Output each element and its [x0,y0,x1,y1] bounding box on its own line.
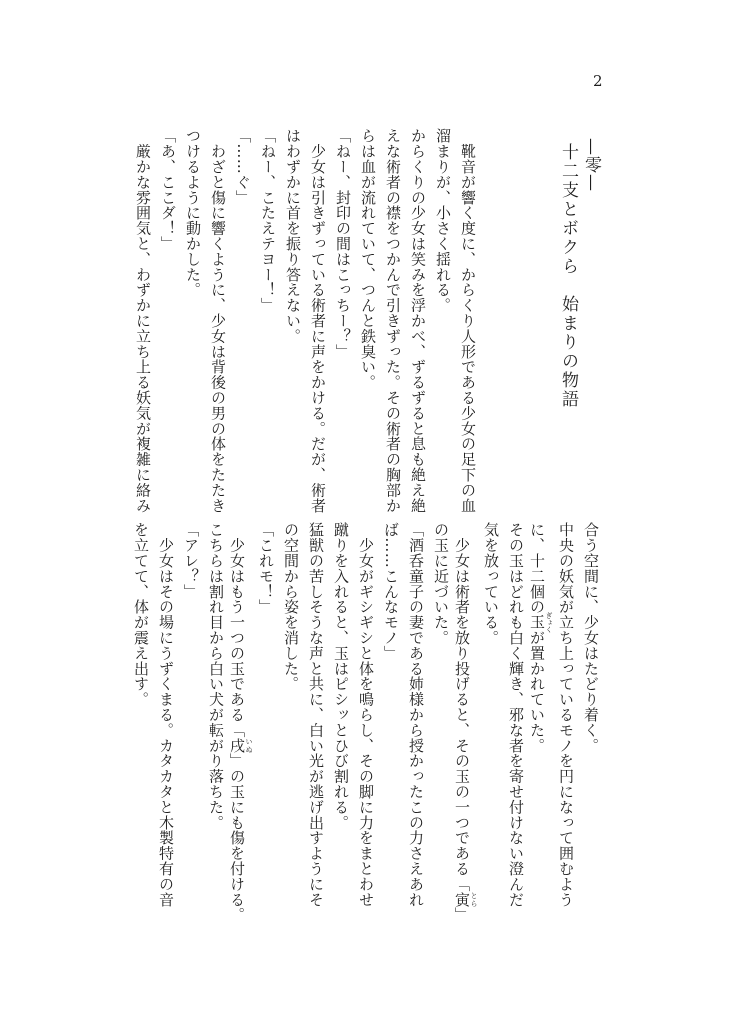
ruby-reading: ぎょく [545,611,553,633]
text-line [155,128,180,251]
ruby-base: 玉 [528,611,546,633]
text-line [378,522,403,661]
text-segment: 少女がギシギシと体を鳴らし、その脚に力をまとわせ [357,522,375,907]
text-line [153,522,178,907]
ruby-word [228,737,253,754]
text-segment: 溜まりが、小さく揺れる。 [434,128,452,313]
text-segment: 「あ、ここダ！」 [159,128,177,252]
chapter-label: —零— [581,138,601,192]
text-line [380,128,405,513]
text-segment: を立てて、体が震え出す。 [132,522,150,707]
text-segment: 合う空間に、少女はたどり着く。 [582,522,600,753]
text-segment: 少女はもう一つの玉である「 [228,522,246,738]
text-segment: その玉はどれも白く輝き、邪な者を寄せ付けない澄んだ [507,522,525,907]
text-line [255,128,280,313]
text-line [405,128,430,513]
text-segment: 中央の妖気が立ち上っているモノを円になって囲むよう [557,522,575,907]
text-segment: 「ねー、こたえテヨー！」 [259,128,277,313]
ruby-base: 寅 [453,891,471,908]
text-segment: の玉に近づいた。 [432,522,450,646]
ruby-word [528,611,553,633]
text-segment: が置かれていた。 [528,629,546,754]
text-segment: 「酒呑童子の妻である姉様から授かったこの力さえあれ [407,522,425,907]
text-line [230,128,255,205]
text-line [403,522,428,907]
ruby-base: 戌 [228,737,246,754]
text-line [303,522,328,907]
text-line [130,128,155,513]
text-segment: 「これモ！」 [257,522,275,615]
text-line [553,522,578,907]
ruby-reading: いぬ [245,737,253,753]
text-line [478,522,503,645]
text-segment: 蹴りを入れると、玉はピシッとひび割れる。 [332,522,350,830]
text-line [253,522,278,614]
page-number: 2 [593,72,603,90]
text-segment: えな術者の襟をつかんで引きずった。その術者の胸部か [384,128,402,513]
text-line [180,128,205,297]
text-segment: 「アレ？」 [182,522,200,599]
text-segment: 」の玉にも傷を付ける。 [228,753,246,923]
text-line [330,128,355,359]
text-line [203,522,228,830]
ruby-reading: とら [470,891,478,907]
text-segment: ば……こんなモノ」 [382,522,400,661]
text-segment: つけるように動かした。 [184,128,202,298]
text-line [178,522,203,599]
text-line [355,128,380,390]
chapter-title: 十二支とボクら 始まりの物語 [558,143,578,409]
text-line [455,128,480,513]
text-segment: からくりの少女は笑みを浮かべ、ずるずると息も絶え絶 [409,128,427,513]
text-line [503,522,528,907]
text-segment: こちらは割れ目から白い犬が転がり落ちた。 [207,522,225,830]
text-segment: 厳かな雰囲気と、わずかに立ち上る妖気が複雑に絡み [134,128,152,513]
text-segment: 少女は引きずっている術者に声をかける。だが、術者 [309,128,327,513]
text-segment: 「……ぐ」 [234,128,252,205]
text-segment: 」 [453,907,471,923]
text-line [305,128,330,513]
text-segment: 気を放っている。 [482,522,500,646]
text-segment: の空間から姿を消した。 [282,522,300,692]
text-line [453,522,478,922]
text-segment: 猛獣の苦しそうな声と共に、白い光が逃げ出すようにそ [307,522,325,907]
text-segment: わざと傷に響くように、少女は背後の男の体をたたき [209,128,227,513]
text-segment: はわずかに首を振り答えない。 [284,128,302,344]
text-line [353,522,378,907]
text-line [428,522,453,645]
text-segment: 少女はその場にうずくまる。カタカタと木製特有の音 [157,522,175,907]
text-line [430,128,455,313]
text-line [205,128,230,513]
ruby-word [453,891,478,908]
text-segment: に、十二個の [528,522,546,615]
text-segment: 「ねー、封印の間はこっちー？」 [334,128,352,359]
text-segment: 少女は術者を放り投げると、その玉の一つである「 [453,522,471,892]
text-segment: らは血が流れていて、つんと鉄臭い。 [359,128,377,390]
text-line [228,522,253,922]
text-line [278,522,303,691]
text-segment: 靴音が響く度に、からくり人形である少女の足下の血 [459,128,477,513]
text-line [128,522,153,707]
text-line [528,522,553,753]
text-line [280,128,305,344]
text-line [328,522,353,830]
text-line [578,522,603,753]
